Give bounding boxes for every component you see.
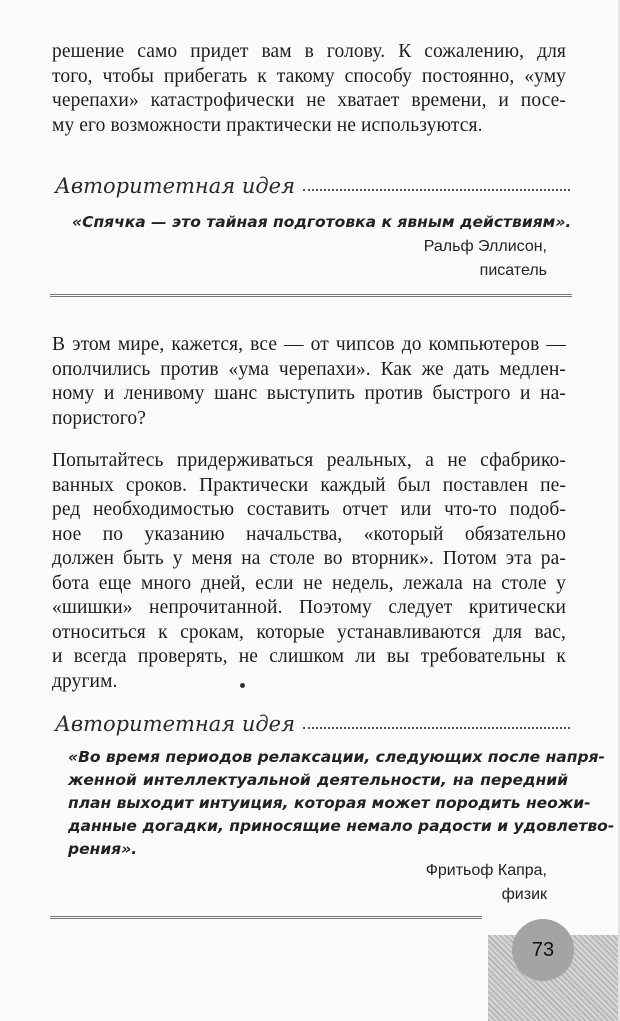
text-line: относиться к срокам, которые устанавливаются для вас, [52, 621, 566, 643]
paragraph-top [52, 40, 566, 138]
idea-heading-2 [55, 706, 570, 736]
text-line: Попытайтесь придерживаться реальных, а не сфабрико- [52, 450, 566, 471]
text-line: и всегда проверять, не слишком ли вы требовательны к [52, 646, 566, 667]
text-line: ванных сроков. Практически каждый был поставлен пе- [52, 474, 566, 496]
quote-line: «Спячка — это тайная подготовка к явным действиям». [72, 213, 572, 231]
text-line: ное по указанию начальства, «который обязательно [52, 523, 566, 545]
paragraph-2 [52, 333, 566, 431]
dotted-rule [303, 727, 570, 729]
text-line: ному и ленивому шанс выступить против быстрого и на- [52, 383, 566, 404]
quote-line: данные догадки, приносящие немало радости и удовлетво- [68, 817, 615, 835]
quote-author: Фритьоф Капра, [425, 862, 547, 879]
section-divider [50, 916, 482, 919]
idea-attribution-2 [426, 859, 547, 907]
section-divider [50, 294, 572, 297]
quote-author: Ральф Эллисон, [423, 238, 547, 255]
paragraph-3 [52, 449, 566, 694]
dotted-rule [303, 189, 570, 191]
text-line: того, чтобы прибегать к такому способу постоянно, «уму [52, 65, 566, 87]
idea-label: Авторитетная идея [55, 174, 296, 198]
quote-line: план выходит интуиция, которая может породить неожи- [68, 794, 591, 812]
page-number: 73 [531, 938, 555, 961]
quote-line: рения». [68, 840, 138, 858]
idea-quote-2 [68, 746, 615, 861]
quote-author-role: физик [501, 886, 547, 903]
text-line: другим. [52, 670, 118, 692]
idea-attribution-1 [424, 235, 547, 283]
text-line: черепахи» катастрофически не хватает времени, и посе- [52, 90, 566, 111]
text-line: «шишки» непрочитанной. Поэтому следует критически [52, 597, 566, 618]
print-speck [240, 683, 245, 688]
text-line: В этом мире, кажется, все — от чипсов до компьютеров — [52, 334, 566, 355]
idea-heading-1 [55, 168, 570, 198]
text-line: му его возможности практически не используются. [52, 114, 483, 136]
text-line: решение само придет вам в голову. К сожалению, для [52, 41, 566, 62]
quote-line: женной интеллектуальной деятельности, на передний [68, 771, 568, 789]
page-number-badge [512, 919, 574, 981]
idea-quote-1 [72, 211, 572, 234]
text-line: пористого? [52, 407, 146, 429]
quote-line: «Во время периодов релаксации, следующих после напря- [68, 748, 605, 766]
text-line: ополчились против «ума черепахи». Как же дать медлен- [52, 358, 566, 380]
idea-label: Авторитетная идея [55, 712, 296, 736]
text-line: ред необходимостью составить отчет или что-то подоб- [52, 499, 566, 520]
text-line: должен быть у меня на столе во вторник». Потом эта ра- [52, 548, 566, 569]
text-line: бота еще много дней, если не недель, лежала на столе у [52, 572, 566, 594]
quote-author-role: писатель [479, 262, 547, 279]
